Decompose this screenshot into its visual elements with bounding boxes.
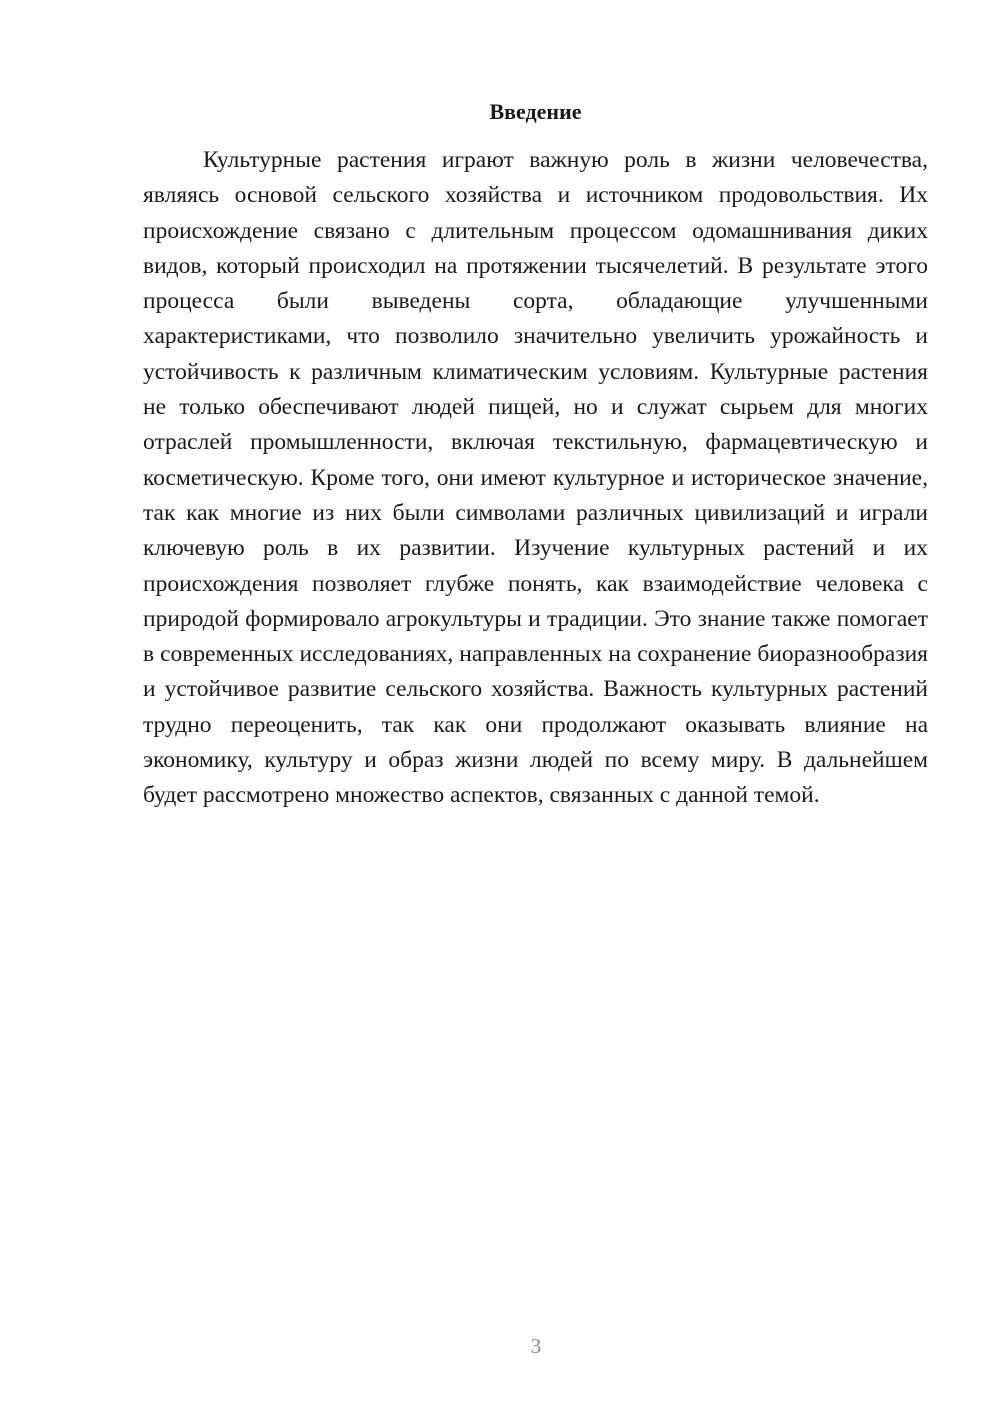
body-paragraph: Культурные растения играют важную роль в жизни человечества, являясь основой сельского хозяйства и источником продовольствия. Их происхождение связано с длительным процессом одомашнивания диких видов, который происходил на протяжении тысячелетий. В результате этого процесса были выведены сорта, обладающие улучшенными характеристиками, что позволило значительно увеличить урожайность и устойчивость к различным климатическим условиям. Культурные растения не только обеспечивают людей пищей, но и служат сырьем для многих отраслей промышленности, включая текстильную, фармацевтическую и косметическую. Кроме того, они имеют культурное и историческое значение, так как многие из них были символами различных цивилизаций и играли ключевую роль в их развитии. Изучение культурных растений и их происхождения позволяет глубже понять, как взаимодействие человека с природой формировало агрокультуры и традиции. Это знание также помогает в современных исследованиях, направленных на сохранение биоразнообразия и устойчивое развитие сельского хозяйства. Важность культурных растений трудно переоценить, так как они продолжают оказывать влияние на экономику, культуру и образ жизни людей по всему миру. В дальнейшем будет рассмотрено множество аспектов, связанных с данной темой.	[143, 147, 928, 809]
section-heading: Введение	[489, 99, 582, 124]
page-number: 3	[530, 1334, 542, 1358]
